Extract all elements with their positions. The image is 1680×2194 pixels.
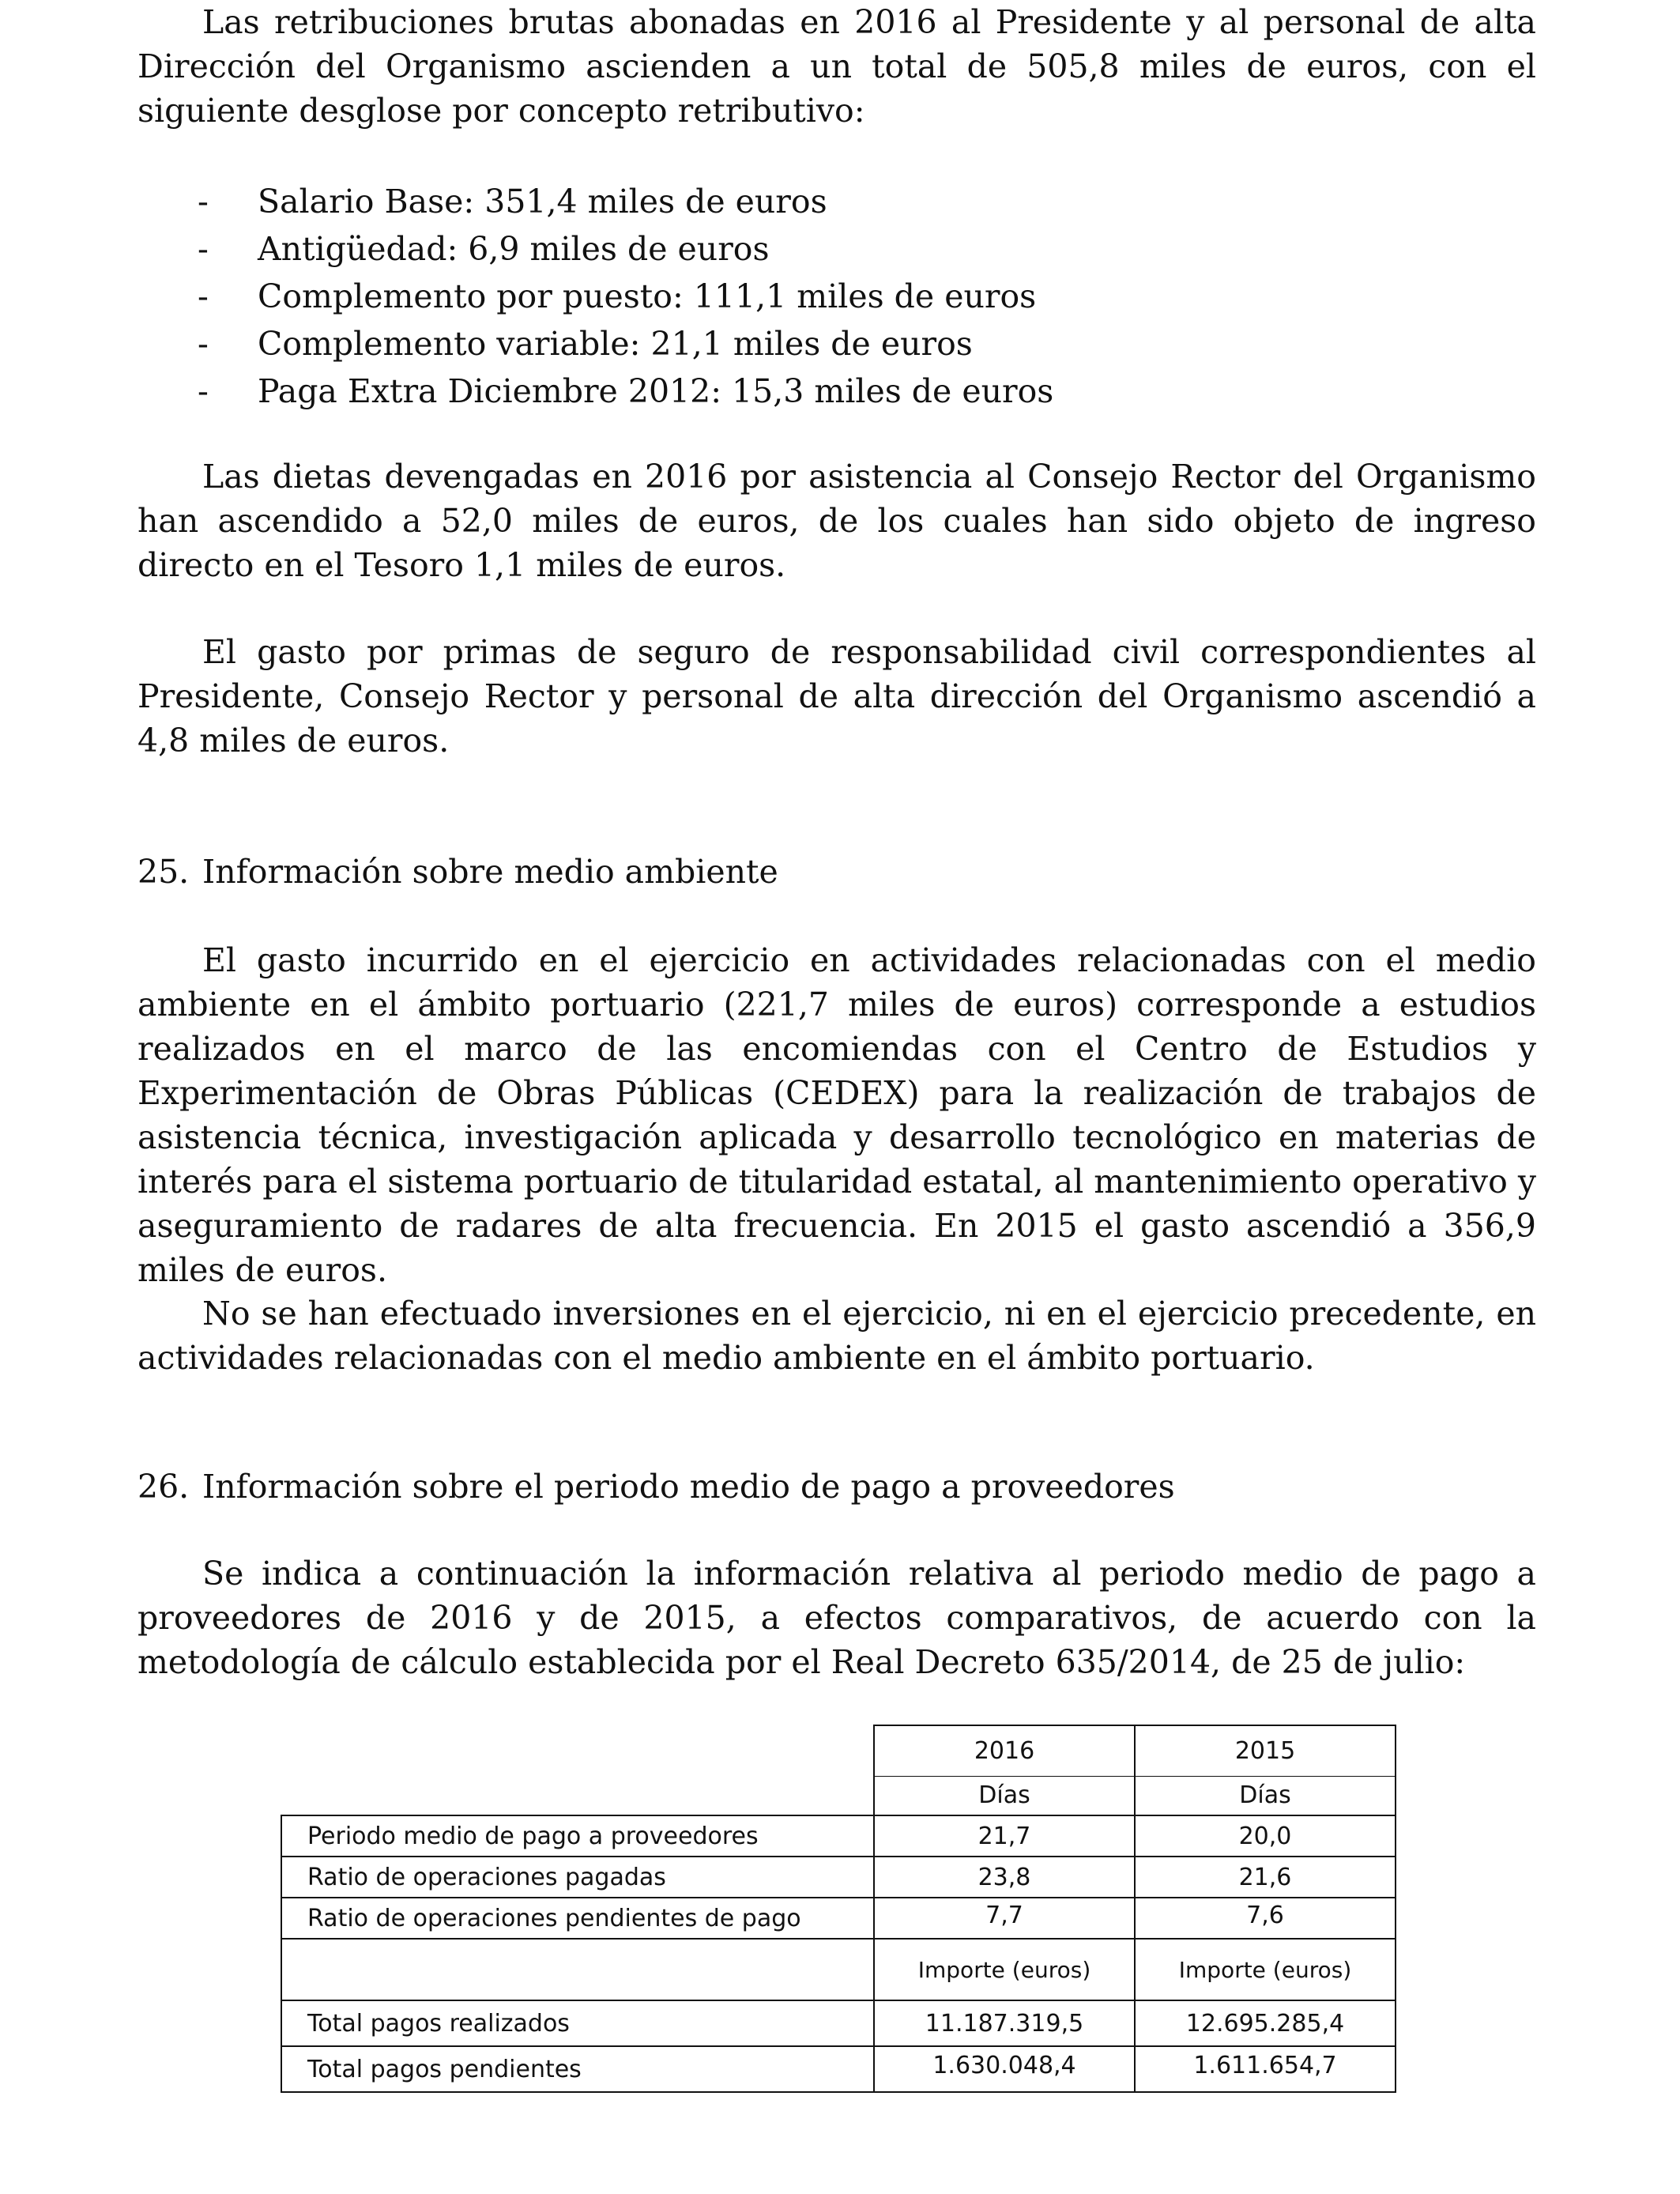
section-number: 26. [137, 1468, 190, 1506]
section-number: 25. [137, 853, 190, 891]
list-item [198, 178, 1053, 225]
list-item [198, 320, 1053, 368]
table-cell: 1.611.654,7 [1135, 2046, 1396, 2092]
table-row [281, 2046, 1396, 2092]
table-header-year: 2016 [874, 1725, 1135, 1776]
payment-period-table [281, 1725, 1396, 2093]
table-cell: 21,7 [874, 1815, 1135, 1857]
table-unit-days: Días [1135, 1776, 1396, 1815]
bullet-dash: - [198, 183, 209, 221]
table-empty-cell [281, 1939, 874, 2000]
table-cell: 23,8 [874, 1857, 1135, 1898]
bullet-dash: - [198, 325, 209, 363]
paragraph-periodo-pago: Se indica a continuación la información relativa al periodo medio de pago a proveedores de 2016 y de 2015, a efectos comparativos, de acuerdo con la metodología de cálculo establecida por el Real Decreto 635/2014, de 25 de julio: [137, 1555, 1536, 1681]
table-empty-cell [281, 1776, 874, 1815]
paragraph-inversiones: No se han efectuado inversiones en el ejercicio, ni en el ejercicio precedente, en actividades relacionadas con el medio ambiente en el ámbito portuario. [137, 1295, 1536, 1377]
section-heading-26 [137, 1465, 1175, 1509]
table-unit-amount-row [281, 1939, 1396, 2000]
table-row-label: Total pagos pendientes [281, 2046, 874, 2092]
list-item [198, 273, 1053, 320]
paragraph-medio-ambiente: El gasto incurrido en el ejercicio en actividades relacionadas con el medio ambiente en el ámbito portuario (221,7 miles de euros) corresponde a estudios realizados en el marco de las encomiendas con el Centro de Estudios y Experimentación de Obras Públicas (CEDEX) para la realización de trabajos de asistencia técnica, investigación aplicada y desarrollo tecnológico en materias de interés para el sistema portuario de titularidad estatal, al mantenimiento operativo y aseguramiento de radares de alta frecuencia. En 2015 el gasto ascendió a 356,9 miles de euros. [137, 941, 1536, 1289]
table-cell: 12.695.285,4 [1135, 2000, 1396, 2046]
table-cell: 1.630.048,4 [874, 2046, 1135, 2092]
table-row [281, 2000, 1396, 2046]
table-row-label: Ratio de operaciones pagadas [281, 1857, 874, 1898]
list-item-text: Paga Extra Diciembre 2012: 15,3 miles de euros [258, 372, 1054, 410]
table-cell: 7,6 [1135, 1898, 1396, 1939]
table-cell: 21,6 [1135, 1857, 1396, 1898]
paragraph-dietas: Las dietas devengadas en 2016 por asistencia al Consejo Rector del Organismo han ascendido a 52,0 miles de euros, de los cuales han sido objeto de ingreso directo en el Tesoro 1,1 miles de euros. [137, 458, 1536, 584]
list-item-text: Complemento por puesto: 111,1 miles de euros [258, 277, 1037, 315]
bullet-dash: - [198, 230, 209, 268]
section-title: Información sobre medio ambiente [202, 853, 778, 891]
table-unit-amount: Importe (euros) [1135, 1939, 1396, 2000]
table-row-label: Ratio de operaciones pendientes de pago [281, 1898, 874, 1939]
list-item-text: Salario Base: 351,4 miles de euros [258, 183, 827, 221]
table-header-year: 2015 [1135, 1725, 1396, 1776]
table-row [281, 1815, 1396, 1857]
paragraph-retribuciones: Las retribuciones brutas abonadas en 2016 al Presidente y al personal de alta Dirección del Organismo ascienden a un total de 505,8 miles de euros, con el siguiente desglose por concepto retributivo: [137, 3, 1536, 130]
list-item [198, 368, 1053, 415]
table-unit-days: Días [874, 1776, 1135, 1815]
paragraph-seguro: El gasto por primas de seguro de responsabilidad civil correspondientes al Presidente, Consejo Rector y personal de alta dirección del Organismo ascendió a 4,8 miles de euros. [137, 633, 1536, 760]
section-title: Información sobre el periodo medio de pago a proveedores [202, 1468, 1175, 1506]
section-heading-25 [137, 850, 778, 894]
table-header-unit-row [281, 1776, 1396, 1815]
bullet-dash: - [198, 372, 209, 410]
table-cell: 7,7 [874, 1898, 1135, 1939]
table-cell: 20,0 [1135, 1815, 1396, 1857]
bullet-dash: - [198, 277, 209, 315]
table-cell: 11.187.319,5 [874, 2000, 1135, 2046]
table-row [281, 1857, 1396, 1898]
list-item [198, 225, 1053, 273]
retribution-breakdown-list [198, 178, 1053, 415]
table-row [281, 1898, 1396, 1939]
list-item-text: Complemento variable: 21,1 miles de euros [258, 325, 973, 363]
table-header-years-row [281, 1725, 1396, 1776]
table-empty-cell [281, 1725, 874, 1776]
list-item-text: Antigüedad: 6,9 miles de euros [258, 230, 770, 268]
table-row-label: Periodo medio de pago a proveedores [281, 1815, 874, 1857]
table-unit-amount: Importe (euros) [874, 1939, 1135, 2000]
table-row-label: Total pagos realizados [281, 2000, 874, 2046]
